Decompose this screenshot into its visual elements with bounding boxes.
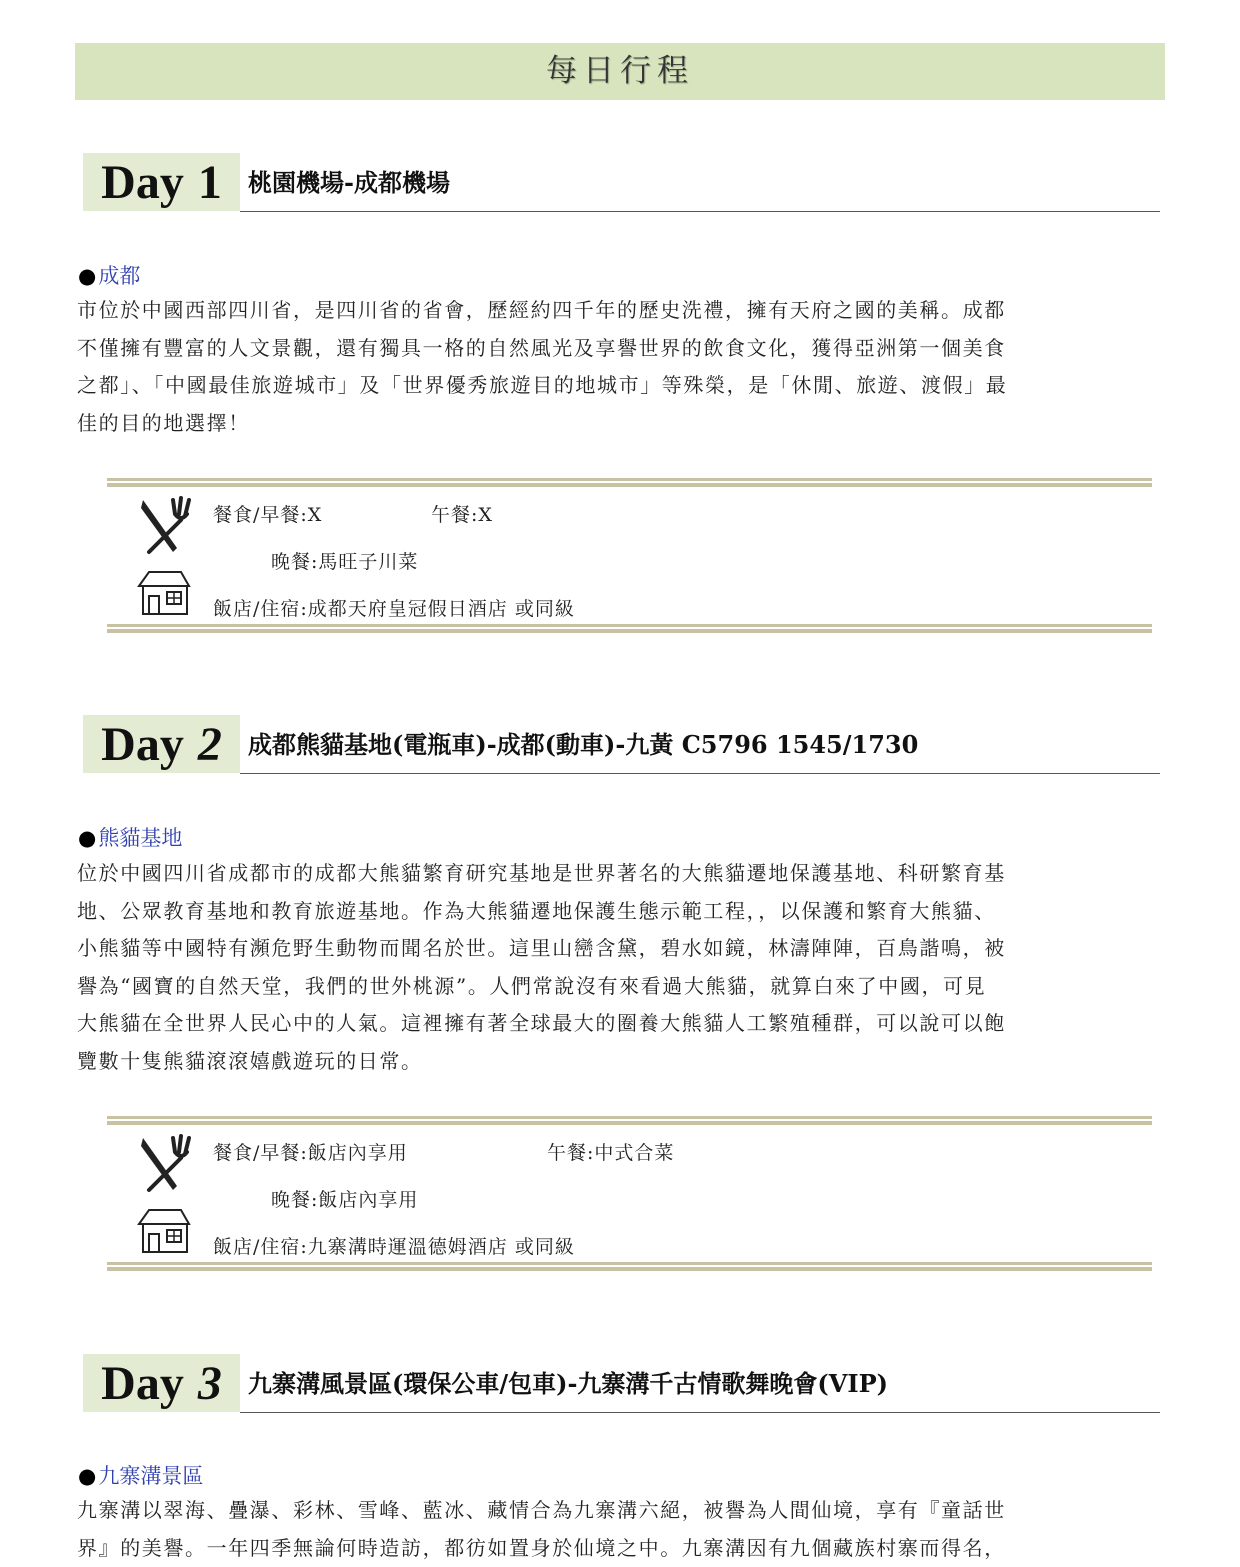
paragraph-line: 九寨溝以翠海、疊瀑、彩林、雪峰、藍冰、藏情合為九寨溝六絕，被譽為人間仙境，享有『童話世: [77, 1498, 1006, 1522]
divider: [107, 1116, 1152, 1125]
description-paragraph: [77, 855, 1152, 1081]
house-icon: [137, 568, 191, 616]
lunch-text: 午餐:X: [431, 504, 493, 526]
day-route: 成都熊貓基地(電瓶車)-成都(動車)-九黃 C5796 1545/1730: [248, 730, 919, 759]
divider: [107, 478, 1152, 487]
fork-knife-icon: [137, 496, 193, 556]
meal-hotel-box: [107, 1116, 1152, 1271]
day-3-header: [83, 1354, 1160, 1414]
bullet-icon: ●: [78, 826, 97, 850]
day-label: Day: [101, 1356, 184, 1410]
day-number: 1: [197, 155, 222, 209]
paragraph-line: 覽數十隻熊貓滾滾嬉戲遊玩的日常。: [77, 1048, 423, 1073]
dinner-text: 晚餐:飯店內享用: [271, 1189, 419, 1211]
fork-knife-icon: [137, 1134, 193, 1194]
paragraph-line: 市位於中國西部四川省，是四川省的省會，歷經約四千年的歷史洗禮，擁有天府之國的美稱。成都: [77, 298, 1006, 322]
meal-hotel-box: [107, 478, 1152, 633]
paragraph-line: 佳的目的地選擇！: [77, 410, 250, 435]
breakfast-text: 餐食/早餐:X: [213, 504, 323, 526]
day-underline: [240, 773, 1160, 774]
section-title-text: 熊貓基地: [98, 826, 183, 850]
day-2-header: [83, 715, 1160, 775]
page-title: 每日行程: [75, 43, 1165, 100]
day-label: Day: [101, 155, 184, 209]
paragraph-line: 之都」、「中國最佳旅遊城市」及「世界優秀旅遊目的地城市」等殊榮，是「休閒、旅遊、渡假」最: [77, 373, 1008, 398]
paragraph-line: 小熊貓等中國特有瀕危野生動物而聞名於世。這里山巒含黛，碧水如鏡，林濤陣陣，百鳥諧鳴，被: [77, 936, 1006, 961]
paragraph-line: 不僅擁有豐富的人文景觀，還有獨具一格的自然風光及享譽世界的飲食文化，獲得亞洲第一個美食: [77, 335, 1006, 360]
paragraph-line: 譽為“國寶的自然天堂，我們的世外桃源”。人們常說沒有來看過大熊貓，就算白來了中國，可見: [77, 973, 987, 998]
section-title-text: 九寨溝景區: [98, 1464, 204, 1488]
bullet-icon: ●: [78, 1464, 97, 1488]
section-title: [78, 260, 140, 290]
paragraph-line: 大熊貓在全世界人民心中的人氣。這裡擁有著全球最大的圈養大熊貓人工繁殖種群，可以說可以飽: [77, 1011, 1006, 1036]
bullet-icon: ●: [78, 264, 97, 288]
section-title: [78, 1460, 203, 1490]
description-paragraph: [77, 1492, 1152, 1567]
day-route: 九寨溝風景區(環保公車/包車)-九寨溝千古情歌舞晚會(VIP): [248, 1369, 889, 1398]
section-title: [78, 822, 182, 852]
paragraph-line: 地、公眾教育基地和教育旅遊基地。作為大熊貓遷地保護生態示範工程，，以保護和繁育大熊貓、: [77, 898, 996, 923]
day-number: 2: [197, 717, 222, 771]
day-number: 3: [197, 1356, 222, 1410]
day-badge: [83, 715, 240, 773]
day-badge: [83, 1354, 240, 1412]
day-1-header: [83, 153, 1160, 213]
paragraph-line: 位於中國四川省成都市的成都大熊貓繁育研究基地是世界著名的大熊貓遷地保護基地、科研繁育基: [77, 861, 1006, 885]
day-badge: [83, 153, 240, 211]
hotel-text: 飯店/住宿:九寨溝時運溫德姆酒店 或同級: [213, 1236, 575, 1258]
hotel-text: 飯店/住宿:成都天府皇冠假日酒店 或同級: [213, 598, 575, 620]
day-underline: [240, 211, 1160, 212]
divider: [107, 1262, 1152, 1271]
house-icon: [137, 1206, 191, 1254]
dinner-text: 晚餐:馬旺子川菜: [271, 551, 419, 573]
lunch-text: 午餐:中式合菜: [547, 1142, 675, 1164]
divider: [107, 624, 1152, 633]
day-label: Day: [101, 717, 184, 771]
description-paragraph: [77, 292, 1152, 442]
section-title-text: 成都: [98, 264, 141, 288]
paragraph-line: 界』的美譽。一年四季無論何時造訪，都彷如置身於仙境之中。九寨溝因有九個藏族村寨而得名，: [77, 1535, 1006, 1560]
day-route: 桃園機場-成都機場: [248, 168, 450, 197]
day-underline: [240, 1412, 1160, 1413]
breakfast-text: 餐食/早餐:飯店內享用: [213, 1142, 408, 1164]
